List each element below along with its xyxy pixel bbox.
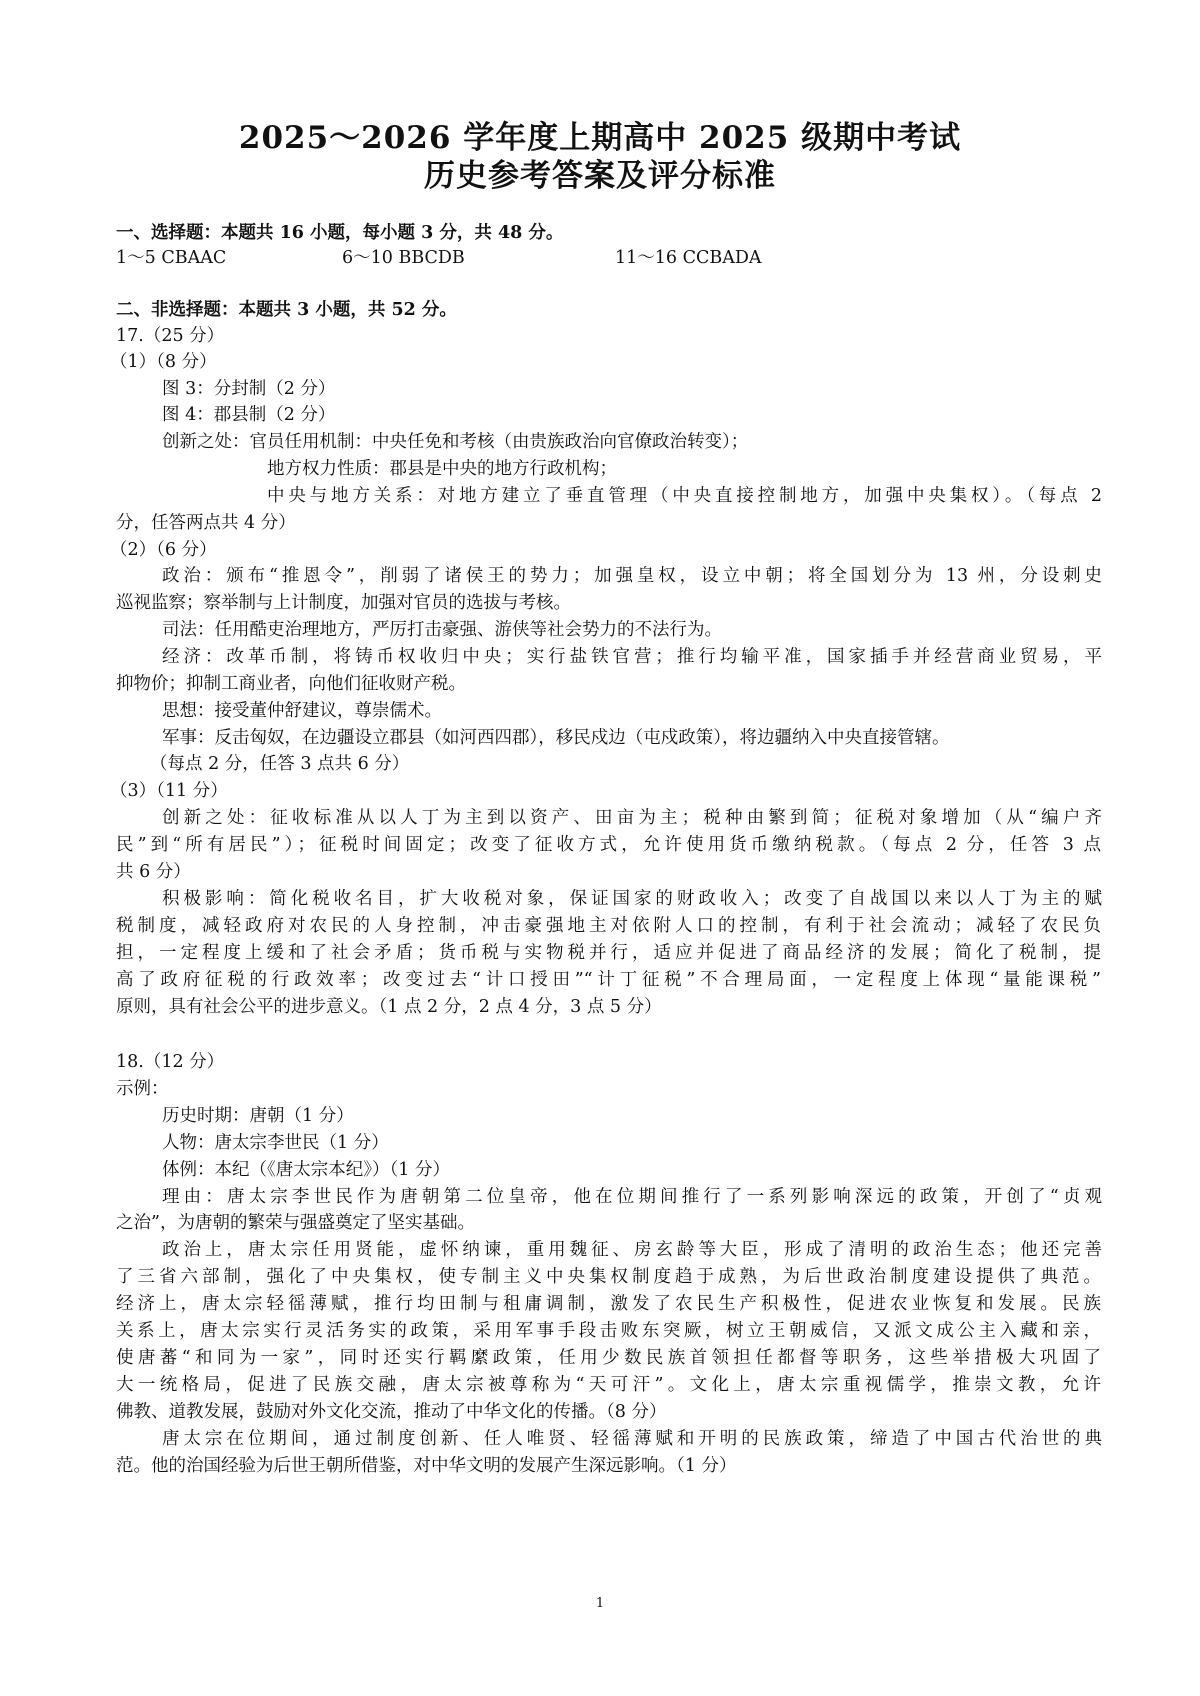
q17-part1-heading: （1）（8 分） (110, 352, 217, 372)
q18-line: 关系上，唐太宗实行灵活务实的政策，采用军事手段击败东突厥，树立王朝威信，又派文成公主入藏和亲， (116, 1321, 1101, 1341)
exam-title: 2025～2026 学年度上期高中 2025 级期中考试 (238, 120, 962, 156)
q17-part2-line: 抑物价；抑制工商业者，向他们征收财产税。 (116, 674, 466, 694)
q18-line: 体例：本纪（《唐太宗本纪》）（1 分） (162, 1160, 450, 1180)
q18-line: 大一统格局，促进了民族交融，唐太宗被尊称为“天可汗”。文化上，唐太宗重视儒学，推崇文教，允许 (116, 1375, 1101, 1395)
q17-part3-line: 担，一定程度上缓和了社会矛盾；货币税与实物税并行，适应并促进了商品经济的发展；简化了税制，提 (116, 943, 1101, 963)
section1-heading: 一、选择题：本题共 16 小题，每小题 3 分，共 48 分。 (116, 223, 564, 243)
q17-part2-line: 军事：反击匈奴，在边疆设立郡县（如河西四郡），移民戍边（屯戍政策），将边疆纳入中央直接管辖。 (162, 728, 950, 748)
page-number: 1 (595, 1596, 605, 1611)
q17-part2-heading: （2）（6 分） (110, 540, 217, 560)
q17-heading: 17.（25 分） (116, 326, 225, 346)
q17-part3-line: 民”到“所有居民”）；征税时间固定；改变了征收方式，允许使用货币缴纳税款。（每点 2 分，任答 3 点 (116, 835, 1101, 855)
q18-line: 了三省六部制，强化了中央集权，使专制主义中央集权制度趋于成熟，为后世政治制度建设提供了典范。 (116, 1267, 1101, 1287)
q17-part2-line: 司法：任用酷吏治理地方，严厉打击豪强、游侠等社会势力的不法行为。 (162, 620, 722, 640)
q17-part2-line: 巡视监察；察举制与上计制度，加强对官员的选拔与考核。 (116, 593, 571, 613)
q17-part2-line: 经济：改革币制，将铸币权收归中央；实行盐铁官营；推行均输平准，国家插手并经营商业贸易，平 (162, 647, 1102, 667)
q17-part1-line: 创新之处：官员任用机制：中央任免和考核（由贵族政治向官僚政治转变）； (162, 432, 749, 452)
q17-part2-line: 政治：颁布“推恩令”，削弱了诸侯王的势力；加强皇权，设立中朝；将全国划分为 13 州，分设刺史 (162, 566, 1102, 586)
q18-line: 政治上，唐太宗任用贤能，虚怀纳谏，重用魏征、房玄龄等大臣，形成了清明的政治生态；他还完善 (162, 1240, 1102, 1260)
q17-part1-line: 中央与地方关系：对地方建立了垂直管理（中央直接控制地方，加强中央集权）。（每点 2 (267, 486, 1102, 506)
q18-example-label: 示例： (116, 1079, 169, 1099)
mc-answers-11-16: 11～16 CCBADA (615, 248, 762, 268)
q17-part2-line: 思想：接受董仲舒建议，尊崇儒术。 (162, 701, 442, 721)
q18-line: 之治”，为唐朝的繁荣与强盛奠定了坚实基础。 (116, 1213, 475, 1233)
q18-heading: 18.（12 分） (116, 1052, 225, 1072)
q17-part1-line: 地方权力性质：郡县是中央的地方行政机构； (267, 459, 617, 479)
q17-part3-line: 原则，具有社会公平的进步意义。（1 点 2 分，2 点 4 分，3 点 5 分） (116, 997, 662, 1017)
q17-part3-heading: （3）（11 分） (110, 781, 228, 801)
q17-part3-line: 积极影响：简化税收名目，扩大收税对象，保证国家的财政收入；改变了自战国以来以人丁为主的赋 (162, 889, 1102, 909)
q18-line: 唐太宗在位期间，通过制度创新、任人唯贤、轻徭薄赋和开明的民族政策，缔造了中国古代治世的典 (162, 1429, 1102, 1449)
q17-part2-line: （每点 2 分，任答 3 点共 6 分） (150, 754, 410, 774)
q18-line: 使唐蕃“和同为一家”，同时还实行羁縻政策，任用少数民族首领担任都督等职务，这些举措极大巩固了 (116, 1348, 1101, 1368)
q18-line: 范。他的治国经验为后世王朝所借鉴，对中华文明的发展产生深远影响。（1 分） (116, 1456, 737, 1476)
mc-answers-1-5: 1～5 CBAAC (116, 248, 227, 268)
q17-part3-line: 共 6 分） (116, 862, 191, 882)
q17-part3-line: 税制度，减轻政府对农民的人身控制，冲击豪强地主对依附人口的控制，有利于社会流动；减轻了农民负 (116, 916, 1101, 936)
q17-part1-line: 分，任答两点共 4 分） (116, 513, 296, 533)
mc-answers-6-10: 6～10 BBCDB (342, 248, 465, 268)
q17-part1-line: 图 4：郡县制（2 分） (162, 405, 336, 425)
q18-line: 人物：唐太宗李世民（1 分） (162, 1133, 389, 1153)
q17-part1-line: 图 3：分封制（2 分） (162, 379, 336, 399)
q17-part3-line: 创新之处：征收标准从以人丁为主到以资产、田亩为主；税种由繁到简；征税对象增加（从“编户齐 (162, 808, 1102, 828)
exam-subtitle: 历史参考答案及评分标准 (424, 158, 776, 194)
q17-part3-line: 高了政府征税的行政效率；改变过去“计口授田”“计丁征税”不合理局面，一定程度上体现“量能课税” (116, 970, 1101, 990)
q18-line: 佛教、道教发展，鼓励对外文化交流，推动了中华文化的传播。（8 分） (116, 1402, 667, 1422)
section2-heading: 二、非选择题：本题共 3 小题，共 52 分。 (116, 300, 457, 320)
q18-line: 历史时期：唐朝（1 分） (162, 1106, 354, 1126)
q18-line: 经济上，唐太宗轻徭薄赋，推行均田制与租庸调制，激发了农民生产积极性，促进农业恢复和发展。民族 (116, 1294, 1101, 1314)
q18-line: 理由：唐太宗李世民作为唐朝第二位皇帝，他在位期间推行了一系列影响深远的政策，开创了“贞观 (162, 1187, 1102, 1207)
